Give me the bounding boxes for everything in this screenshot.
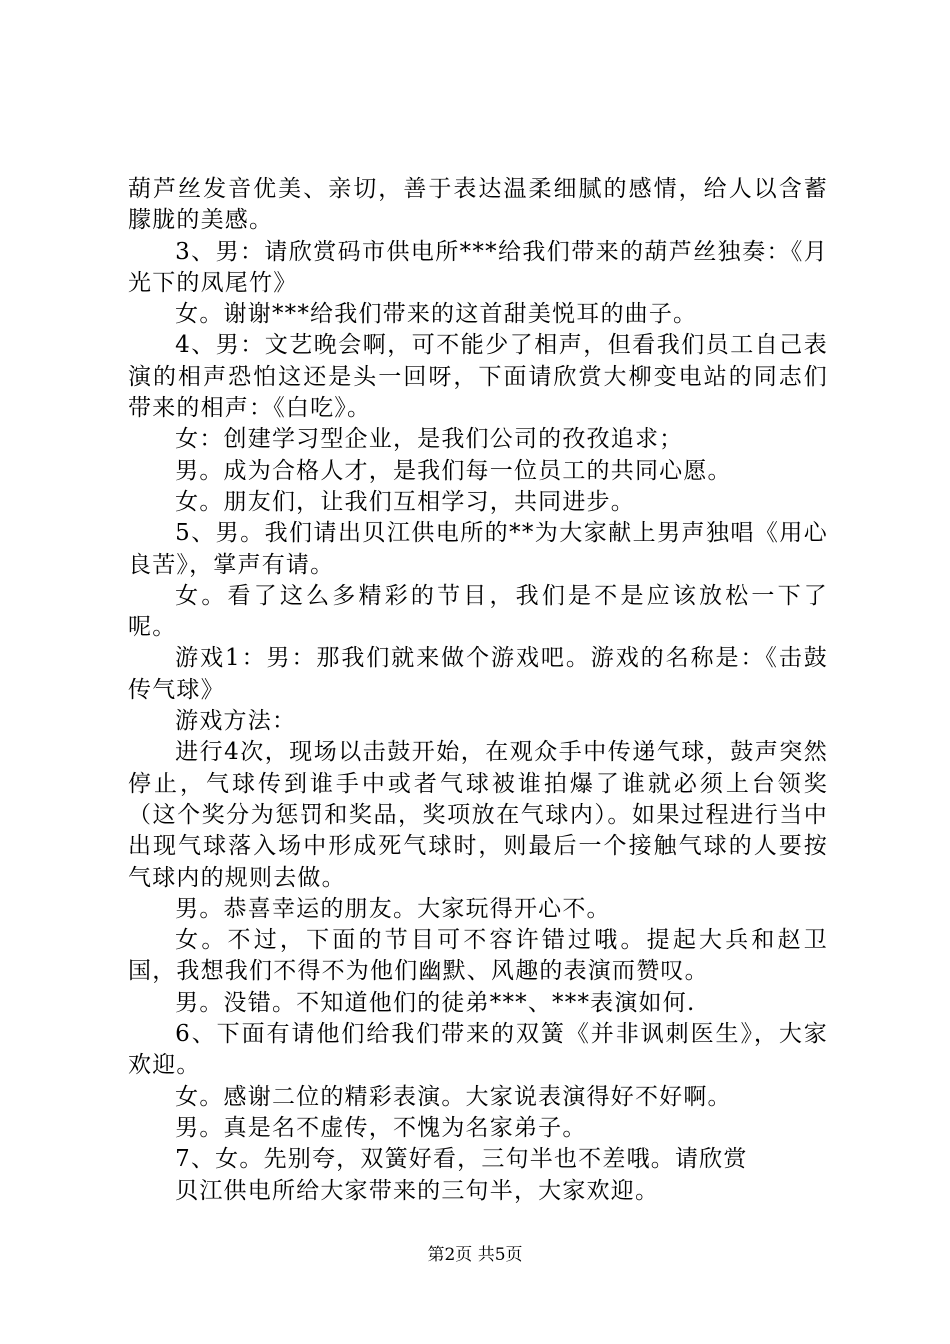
paragraph-18: 男。真是名不虚传，不愧为名家弟子。 [175, 1114, 587, 1141]
paragraph-7: 女。朋友们，让我们互相学习，共同进步。 [175, 488, 635, 515]
paragraph-1: 葫芦丝发音优美、亲切，善于表达温柔细腻的感情，给人以含蓄朦胧的美感。 [128, 176, 828, 234]
page-number-label: 第2页 共5页 [427, 1245, 523, 1265]
paragraph-13: 男。恭喜幸运的朋友。大家玩得开心不。 [175, 895, 611, 922]
paragraph-9: 女。看了这么多精彩的节目，我们是不是应该放松一下了呢。 [128, 582, 828, 641]
paragraph-6: 男。成为合格人才，是我们每一位员工的共同心愿。 [175, 457, 732, 484]
paragraph-14: 女。不过，下面的节目可不容许错过哦。提起大兵和赵卫国，我想我们不得不为他们幽默、风趣的表演而赞叹。 [128, 927, 828, 985]
paragraph-10: 游戏1：男：那我们就来做个游戏吧。游戏的名称是：《击鼓传气球》 [128, 645, 828, 703]
paragraph-20: 贝江供电所给大家带来的三句半，大家欢迎。 [175, 1177, 660, 1204]
paragraph-8: 5、男。我们请出贝江供电所的**为大家献上男声独唱《用心良苦》，掌声有请。 [128, 520, 828, 578]
paragraph-4: 4、男：文艺晚会啊，可不能少了相声，但看我们员工自己表演的相声恐怕这还是头一回呀，下面请欣赏大柳变电站的同志们带来的相声：《白吃》。 [128, 332, 828, 422]
paragraph-2: 3、男：请欣赏码市供电所***给我们带来的葫芦丝独奏：《月光下的凤尾竹》 [128, 238, 828, 296]
paragraph-19: 7、女。先别夸，双簧好看，三句半也不差哦。请欣赏 [175, 1146, 748, 1173]
page-footer [0, 1244, 950, 1266]
paragraph-15: 男。没错。不知道他们的徒弟***、***表演如何. [175, 989, 696, 1016]
paragraph-12: 进行4次，现场以击鼓开始，在观众手中传递气球，鼓声突然停止，气球传到谁手中或者气球被谁拍爆了谁就必须上台领奖（这个奖分为惩罚和奖品，奖项放在气球内）。如果过程进行当中出现气球落入场中形成死气球时，则最后一个接触气球的人要按气球内的规则去做。 [128, 739, 828, 891]
paragraph-16: 6、下面有请他们给我们带来的双簧《并非讽刺医生》，大家欢迎。 [128, 1021, 828, 1079]
paragraph-11: 游戏方法： [175, 708, 297, 735]
paragraph-5: 女：创建学习型企业，是我们公司的孜孜追求； [175, 426, 684, 453]
paragraph-17: 女。感谢二位的精彩表演。大家说表演得好不好啊。 [175, 1083, 732, 1110]
paragraph-3: 女。谢谢***给我们带来的这首甜美悦耳的曲子。 [175, 301, 698, 328]
document-body [128, 174, 828, 1207]
